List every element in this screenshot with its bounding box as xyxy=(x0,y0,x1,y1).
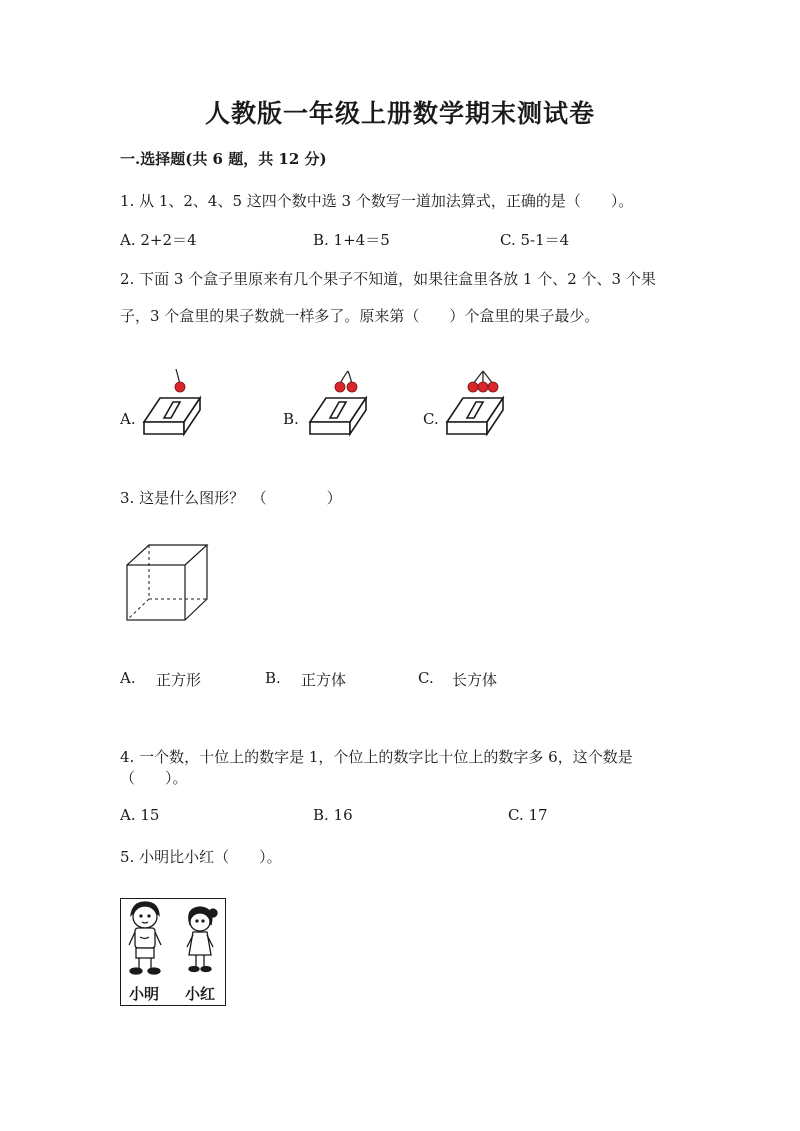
question-4-text-line2: （ ）。 xyxy=(120,769,188,787)
question-5-text: 5. 小明比小红（ ）。 xyxy=(120,848,282,866)
question-4-text-line1: 4. 一个数，十位上的数字是 1，个位上的数字比十位上的数字多 6，这个数是 xyxy=(120,748,633,766)
box-icon xyxy=(447,398,503,434)
girl-figure xyxy=(187,907,217,972)
question-3-text: 3. 这是什么图形？ （ ） xyxy=(120,489,342,507)
question-2-text-line1: 2. 下面 3 个盒子里原来有几个果子不知道，如果往盒里各放 1 个、2 个、3 个果 xyxy=(120,270,656,288)
box-b-with-two-cherries xyxy=(306,366,370,438)
children-illustration xyxy=(121,899,225,979)
question-1-option-c[interactable]: C. 5-1＝4 xyxy=(500,231,570,249)
question-4-option-b[interactable]: B. 16 xyxy=(313,806,353,824)
question-1-text: 1. 从 1、2、4、5 这四个数中选 3 个数写一道加法算式，正确的是（ ）。 xyxy=(120,192,634,210)
cherries-icon xyxy=(468,371,498,392)
boy-figure xyxy=(129,902,161,974)
box-icon xyxy=(310,398,366,434)
question-3-option-b-label[interactable]: 正方体 xyxy=(301,671,347,689)
question-3-option-a-letter[interactable]: A. xyxy=(120,669,136,687)
question-1-option-a[interactable]: A. 2+2＝4 xyxy=(120,231,197,249)
section-heading: 一.选择题(共 6 题，共 12 分) xyxy=(120,150,327,168)
question-3-option-c-letter[interactable]: C. xyxy=(418,669,434,687)
box-c-with-three-cherries xyxy=(443,366,507,438)
question-4-option-c[interactable]: C. 17 xyxy=(508,806,548,824)
box-icon xyxy=(144,398,200,434)
cube-figure xyxy=(124,542,214,624)
question-3-option-a-label[interactable]: 正方形 xyxy=(156,671,202,689)
question-2-option-a-label[interactable]: A. xyxy=(120,410,136,428)
question-3-option-b-letter[interactable]: B. xyxy=(265,669,281,687)
cherries-icon xyxy=(335,371,357,392)
girl-name-label: 小红 xyxy=(185,985,216,1003)
cherry-icon xyxy=(175,369,185,392)
children-height-picture xyxy=(120,898,226,1006)
question-3-option-c-label[interactable]: 长方体 xyxy=(452,671,498,689)
question-2-text-line2: 子，3 个盒里的果子数就一样多了。原来第（ ）个盒里的果子最少。 xyxy=(120,307,600,325)
page-title: 人教版一年级上册数学期末测试卷 xyxy=(204,99,595,128)
box-a-with-one-cherry xyxy=(140,366,204,438)
question-4-option-a[interactable]: A. 15 xyxy=(120,806,160,824)
boy-name-label: 小明 xyxy=(129,985,160,1003)
question-1-option-b[interactable]: B. 1+4＝5 xyxy=(313,231,390,249)
question-2-option-c-label[interactable]: C. xyxy=(423,410,439,428)
question-2-option-b-label[interactable]: B. xyxy=(283,410,299,428)
